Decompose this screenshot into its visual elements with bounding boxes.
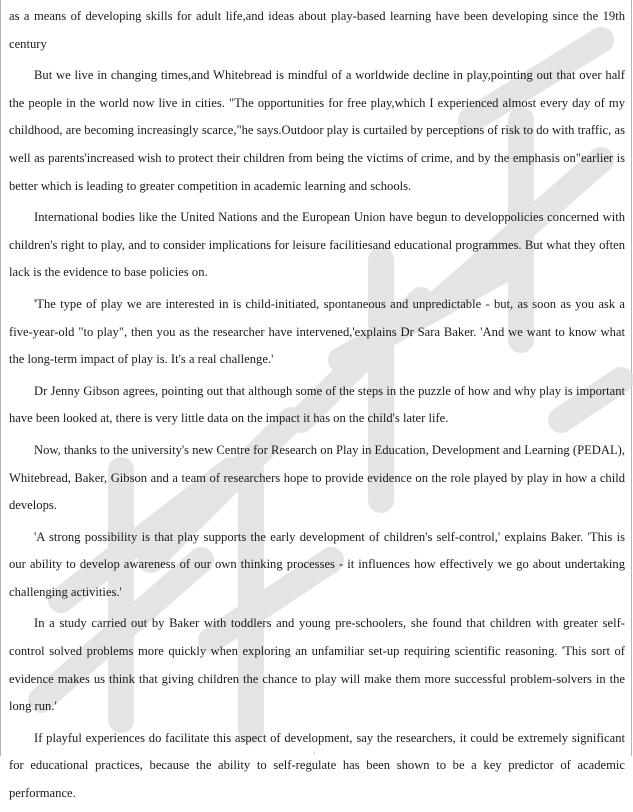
- paragraph: Dr Jenny Gibson agrees, pointing out that although some of the steps in the puzzle of how and why play is important have been looked at, there is very little data on the impact it has on the child's later life.: [9, 383, 625, 426]
- paragraph: But we live in changing times,and Whitebread is mindful of a worldwide decline in play,pointing out that over half the people in the world now live in cities. "The opportunities for free play,which I experienced almost every day of my childhood, are becoming increasingly scarce,"he says.Outdoor play is curtailed by perceptions of risk to do with traffic, as well as parents'increased wish to protect their children from being the victims of crime, and by the emphasis on"earlier is better which is leading to greater competition in academic learning and schools.: [9, 68, 625, 193]
- paragraph: as a means of developing skills for adult life,and ideas about play-based learning have been developing since the 19th century: [9, 9, 625, 51]
- paragraph: International bodies like the United Nations and the European Union have begun to developpolicies concerned with children's right to play, and to consider implications for leisure facilitiesand educational programmes. But what they often lack is the evidence to base policies on.: [9, 210, 625, 280]
- paragraph: In a study carried out by Baker with toddlers and young pre-schoolers, she found that children with greater self-control solved problems more quickly when exploring an unfamiliar set-up requiring scientific reasoning. 'This sort of evidence makes us think that giving children the chance to play will make them more successful problem-solvers in the long run.': [9, 616, 625, 714]
- page-footer-mark: ·: [313, 748, 316, 758]
- paragraph: Now, thanks to the university's new Centre for Research on Play in Education, Development and Learning (PEDAL), Whitebread, Baker, Gibson and a team of researchers hope to provide evidence on the role played by play in how a child develops.: [9, 442, 625, 513]
- paragraph: If playful experiences do facilitate this aspect of development, say the researchers, it could be extremely significant for educational practices, because the ability to self-regulate has been shown to be a key predictor of academic performance.: [9, 730, 625, 801]
- article-body: [9, 3, 625, 812]
- paragraph: 'A strong possibility is that play supports the early development of children's self-control,' explains Baker. 'This is our ability to develop awareness of our own thinking processes - it influences how effectively we go about undertaking challenging activities.': [9, 529, 625, 599]
- paragraph: 'The type of play we are interested in is child-initiated, spontaneous and unpredictable - but, as soon as you ask a five-year-old "to play", then you as the researcher have intervened,'explains Dr Sara Baker. 'And we want to know what the long-term impact of play is. It's a real challenge.': [9, 296, 625, 367]
